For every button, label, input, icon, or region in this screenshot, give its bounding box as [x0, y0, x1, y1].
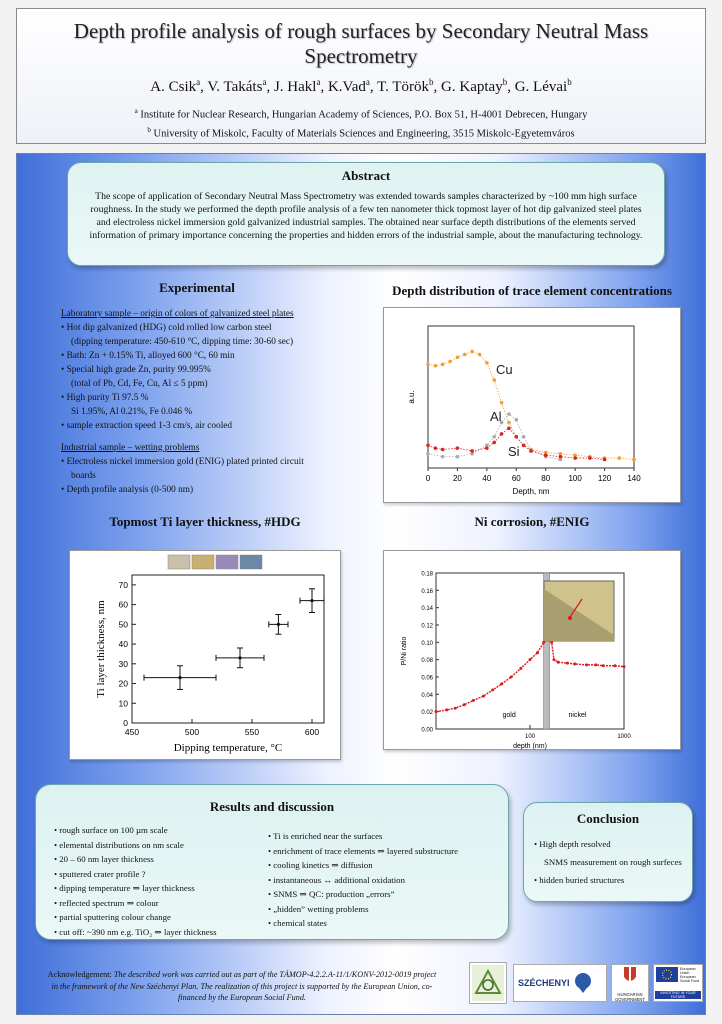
author-name: K.Vad [327, 79, 366, 95]
data-point [445, 708, 448, 711]
y-tick-label: 0.08 [421, 658, 433, 665]
ack-text: The described work was carried out as part of the TÁMOP-4.2.2.A-11/1/KONV-2012-0019 project in the framework of the New Széchenyi Plan. The realization of this project is supported by the European Union, co-financed by the European Social Fund. [51, 970, 437, 1002]
author-name: G. Kaptay [441, 79, 503, 95]
experimental-line: • Bath: Zn + 0.15% Ti, alloyed 600 °C, 60 min [61, 351, 235, 361]
result-item: • Ti is enriched near the surfaces [268, 829, 458, 844]
data-point [277, 623, 280, 626]
result-item: • 20 – 60 nm layer thickness [54, 852, 217, 867]
experimental-line: • Hot dip galvanized (HDG) cold rolled low carbon steel [61, 323, 272, 333]
ni-corrosion-heading: Ni corrosion, #ENIG [474, 514, 590, 529]
data-point [472, 699, 475, 702]
hungarian-government-logo [611, 964, 649, 1002]
y-tick-label: 0.10 [421, 640, 433, 647]
y-tick-label: 0.12 [421, 623, 433, 630]
author-affiliation-mark: b [502, 77, 508, 87]
y-tick-label: 0.18 [421, 571, 433, 578]
result-item: • reflected spectrum ⇒ colour [54, 896, 217, 911]
experimental-line: (dipping temperature: 450-610 °C, dipping time: 30-60 sec) [71, 337, 294, 347]
x-tick-label: 100 [524, 734, 536, 740]
experimental-line: • Electroless nickel immersion gold (ENIG) plated printed circuit [61, 457, 304, 467]
data-point [529, 658, 532, 661]
affiliation-text: University of Miskolc, Faculty of Materials Sciences and Engineering, 3515 Miskolc-Egyetemváros [150, 128, 575, 139]
institute-logo [469, 962, 507, 1004]
abstract-text: The scope of application of Secondary Neutral Mass Spectrometry was extended towards samples characterized by ~100 mm high surface roughness. In the study we performed the depth profile analysis of a few ten nanometer thick topmost layer of hot dip galvanized steel plates and electroless nickel immersion gold galvanized industrial samples. The obtained near surface depth distributions of the elements served information of primary importance concerning the properties and hidden errors of the industrial sample, about the manufacturing technology. [89, 191, 643, 241]
author-affiliation-mark: a [196, 77, 201, 87]
y-tick-label: 40 [118, 639, 128, 650]
x-tick-label: 500 [184, 727, 200, 737]
industrial-sample-heading: Industrial sample – wetting problems [61, 443, 200, 453]
y-tick-label: 50 [118, 619, 128, 630]
data-point [510, 676, 513, 679]
result-item: • chemical states [268, 916, 458, 931]
data-point [594, 663, 597, 666]
szechenyi-2020-icon [574, 972, 592, 994]
x-tick-label: 60 [511, 474, 521, 483]
data-point [238, 656, 241, 659]
data-point [566, 662, 569, 665]
data-point [552, 658, 555, 661]
result-item: • instantaneous ↔ additional oxidation [268, 873, 458, 888]
y-tick-label: 0 [123, 718, 128, 728]
sample-color-swatch [216, 555, 238, 569]
series-line-cu [428, 352, 634, 460]
data-point-cu [441, 363, 445, 367]
result-item: • rough surface on 100 µm scale [54, 823, 217, 838]
inset-marker [568, 616, 572, 620]
y-tick-label: 0.02 [421, 710, 433, 717]
author-name: V. Takáts [207, 79, 263, 95]
data-point [435, 710, 438, 713]
abstract-heading: Abstract [341, 168, 391, 183]
experimental-line: (total of Pb, Cd, Fe, Cu, Al ≤ 5 ppm) [71, 379, 208, 389]
poster-title: Depth profile analysis of rough surfaces by Secondary Neutral Mass Spectrometry [73, 19, 649, 68]
data-point [454, 707, 457, 710]
eu-slogan: INVESTING IN YOUR FUTURE [655, 991, 701, 999]
conclusion-box [523, 802, 693, 902]
conclusion-item: • High depth resolved [534, 839, 611, 849]
y-tick-label: 60 [118, 599, 128, 610]
data-point-al [522, 435, 526, 439]
y-tick-label: 30 [118, 658, 128, 669]
sample-color-swatch [192, 555, 214, 569]
y-tick-label: 0.16 [421, 588, 433, 595]
conclusion-item: SNMS measurement on rough surfeces [544, 857, 682, 867]
result-item: • „hidden” wetting problems [268, 902, 458, 917]
author-affiliation-mark: b [429, 77, 434, 87]
data-point [623, 665, 626, 668]
x-tick-label: 0 [425, 474, 431, 483]
poster-body [16, 153, 706, 1015]
ti-thickness-chart-panel [69, 550, 341, 760]
y-tick-label: 10 [118, 698, 128, 709]
x-tick-label: 550 [244, 727, 260, 737]
plot-frame [132, 575, 324, 723]
y-tick-label: 20 [118, 678, 128, 689]
results-box [35, 784, 509, 940]
data-point [519, 667, 522, 670]
x-axis-label: depth (nm) [513, 743, 547, 750]
sample-color-swatch [240, 555, 262, 569]
y-axis-label: a.u. [407, 390, 416, 404]
ack-label: Acknowledgement: [47, 970, 112, 979]
affiliation-text: Institute for Nuclear Research, Hungarian Academy of Sciences, P.O. Box 51, H-4001 Debrecen, Hungary [137, 109, 588, 121]
ti-layer-heading: Topmost Ti layer thickness, #HDG [109, 514, 301, 529]
y-tick-label: 70 [118, 579, 128, 590]
author-affiliation-mark: b [567, 77, 572, 87]
abstract-box [67, 162, 665, 266]
author-name: A. Csik [150, 79, 197, 95]
result-item: • SNMS ⇒ QC: production „errors” [268, 887, 458, 902]
szechenyi-logo [513, 964, 607, 1002]
ni-corrosion-chart [384, 551, 682, 751]
data-point [463, 703, 466, 706]
author-name: T. Török [377, 79, 430, 95]
x-tick-label: 100 [568, 474, 582, 483]
depth-profile-chart-panel [383, 307, 681, 503]
region-label-gold: gold [502, 712, 516, 719]
szechenyi-text: SZÉCHENYI [518, 978, 570, 988]
coat-of-arms-icon [612, 965, 648, 987]
x-axis-label: Depth, nm [512, 487, 550, 496]
eu-text: European Union European Social Fund [680, 967, 699, 983]
y-axis-label: Ti layer thickness, nm [95, 600, 107, 698]
experimental-line: • Special high grade Zn, purity 99.995% [61, 365, 211, 375]
data-point [482, 695, 485, 698]
affiliations [17, 104, 705, 141]
x-tick-label: 600 [304, 727, 320, 737]
result-item: • dipping temperature ⇒ layer thickness [54, 881, 217, 896]
y-tick-label: 0.00 [421, 727, 433, 734]
data-point [602, 664, 605, 667]
ti-thickness-chart [70, 551, 342, 761]
data-point-cu [448, 360, 452, 364]
x-tick-label: 1000 [617, 734, 631, 740]
author-affiliation-mark: a [316, 77, 321, 87]
institute-logo-icon [470, 963, 506, 1003]
data-point [310, 599, 313, 602]
results-list-right [268, 829, 458, 931]
result-item: • partial sputtering colour change [54, 910, 217, 925]
y-tick-label: 0.14 [421, 606, 433, 613]
data-point [491, 689, 494, 692]
series-label-si: Si [508, 444, 520, 459]
author-list: A. Csik$^a$, V. Takáts$^a$, J. Hakl$^a$, K.Vad$^a$, T. Török$^b$, G. Kaptay$^b$, G. Lévai$^b$ [150, 77, 572, 95]
data-point [536, 651, 539, 654]
data-point [500, 682, 503, 685]
experimental-line: • sample extraction speed 1-3 cm/s, air cooled [61, 421, 233, 431]
acknowledgement [47, 969, 437, 1004]
result-item: • sputtered crater profile ? [54, 867, 217, 882]
y-axis-label: P/Ni ratio [401, 636, 408, 666]
results-list-left [54, 823, 217, 939]
y-tick-label: 0.06 [421, 675, 433, 682]
x-tick-label: 40 [482, 474, 492, 483]
poster-header [16, 8, 706, 144]
result-item: • enrichment of trace elements ⇒ layered substructure [268, 844, 458, 859]
series-label-al: Al [490, 409, 502, 424]
x-tick-label: 450 [124, 727, 140, 737]
data-point-cu [470, 350, 474, 354]
results-heading: Results and discussion [209, 799, 335, 814]
y-tick-label: 0.04 [421, 692, 433, 699]
affiliation [17, 123, 705, 142]
conclusion-list [534, 835, 692, 889]
conclusion-item: • hidden buried structures [534, 875, 625, 885]
x-tick-label: 20 [452, 474, 462, 483]
lab-sample-heading: Laboratory sample – origin of colors of galvanized steel plates [61, 309, 294, 319]
series-label-cu: Cu [496, 362, 513, 377]
depth-profile-chart [384, 308, 682, 504]
ni-corrosion-chart-panel [383, 550, 681, 750]
experimental-line: boards [71, 471, 96, 481]
data-point [557, 661, 560, 664]
result-item: • elemental distributions on nm scale [54, 838, 217, 853]
experimental-text [61, 307, 331, 497]
experimental-line: Si 1.95%, Al 0.21%, Fe 0.046 % [71, 407, 193, 417]
affiliation-mark: b [147, 125, 151, 134]
data-point [573, 663, 576, 666]
experimental-heading: Experimental [159, 280, 235, 295]
region-label-nickel: nickel [568, 712, 587, 719]
x-tick-label: 80 [541, 474, 551, 483]
plot-frame [428, 326, 634, 468]
x-tick-label: 140 [627, 474, 641, 483]
result-item: • cut off: ~390 nm e.g. TiO₂ ⇒ layer thickness [54, 925, 217, 940]
affiliation-mark: a [134, 107, 138, 115]
x-axis-label: Dipping temperature, °C [173, 742, 283, 754]
experimental-line: • High purity Ti 97.5 % [61, 393, 149, 403]
author-name: J. Hakl [273, 79, 317, 95]
data-point [613, 664, 616, 667]
conclusion-heading: Conclusion [576, 811, 640, 826]
data-point [585, 663, 588, 666]
affiliation [17, 104, 705, 123]
eu-logo [653, 964, 703, 1002]
depth-distribution-heading: Depth distribution of trace element concentrations [392, 283, 672, 298]
author-affiliation-mark: a [262, 77, 267, 87]
x-tick-label: 120 [597, 474, 612, 483]
result-item: • cooling kinetics ⇒ diffusion [268, 858, 458, 873]
sample-color-swatch [168, 555, 190, 569]
data-point [178, 676, 181, 679]
author-name: G. Lévai [514, 79, 568, 95]
hungarian-government-text: HUNGARIAN GOVERNMENT [614, 992, 645, 1002]
author-affiliation-mark: a [365, 77, 370, 87]
experimental-line: • Depth profile analysis (0-500 nm) [61, 485, 194, 495]
